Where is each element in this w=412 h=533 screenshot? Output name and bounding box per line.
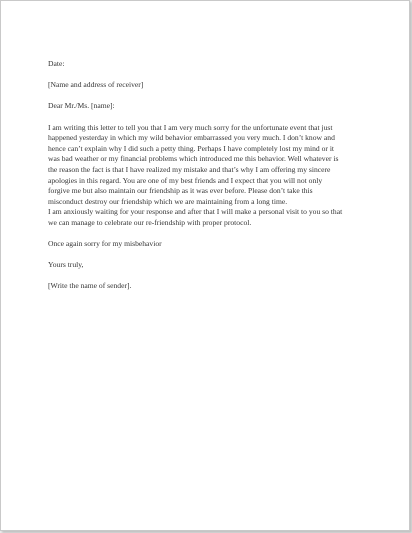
paragraph-line: misconduct destroy our friendship which we are maintaining from a long time. bbox=[48, 196, 288, 206]
sender-name: [Write the name of sender]. bbox=[48, 281, 132, 291]
sign-off: Yours truly, bbox=[48, 260, 84, 270]
paragraph-line: apologies in this regard. You are one of my best friends and I expect that you will not only bbox=[48, 175, 323, 185]
receiver-address: [Name and address of receiver] bbox=[48, 80, 144, 90]
paragraph-line: we can manage to celebrate our re-friendship with proper protocol. bbox=[48, 217, 252, 227]
paragraph-line: the reason the fact is that I have realized my mistake and that’s why I am offering my sincere bbox=[48, 164, 331, 174]
letter-paragraph bbox=[48, 123, 370, 229]
letter-body bbox=[48, 59, 370, 292]
date-label: Date: bbox=[48, 59, 65, 68]
paragraph-line: hence can’t explain why I did such a petty thing. Perhaps I have completely lost my mind or it bbox=[48, 143, 335, 153]
paragraph-line: I am writing this letter to tell you that I am very much sorry for the unfortunate event that just bbox=[48, 122, 333, 132]
paragraph-line: forgive me but also maintain our friendship as it was ever before. Please don’t take this bbox=[48, 186, 313, 196]
salutation: Dear Mr./Ms. [name]: bbox=[48, 101, 115, 111]
paragraph-line: I am anxiously waiting for your response and after that I will make a personal visit to you so that bbox=[48, 207, 343, 217]
paragraph-line: was bad weather or my financial problems which introduced me this behavior. Well whatever is bbox=[48, 154, 339, 164]
closing-line: Once again sorry for my misbehavior bbox=[48, 239, 162, 249]
paragraph-line: happened yesterday in which my wild behavior embarrassed you very much. I don’t know and bbox=[48, 133, 335, 143]
